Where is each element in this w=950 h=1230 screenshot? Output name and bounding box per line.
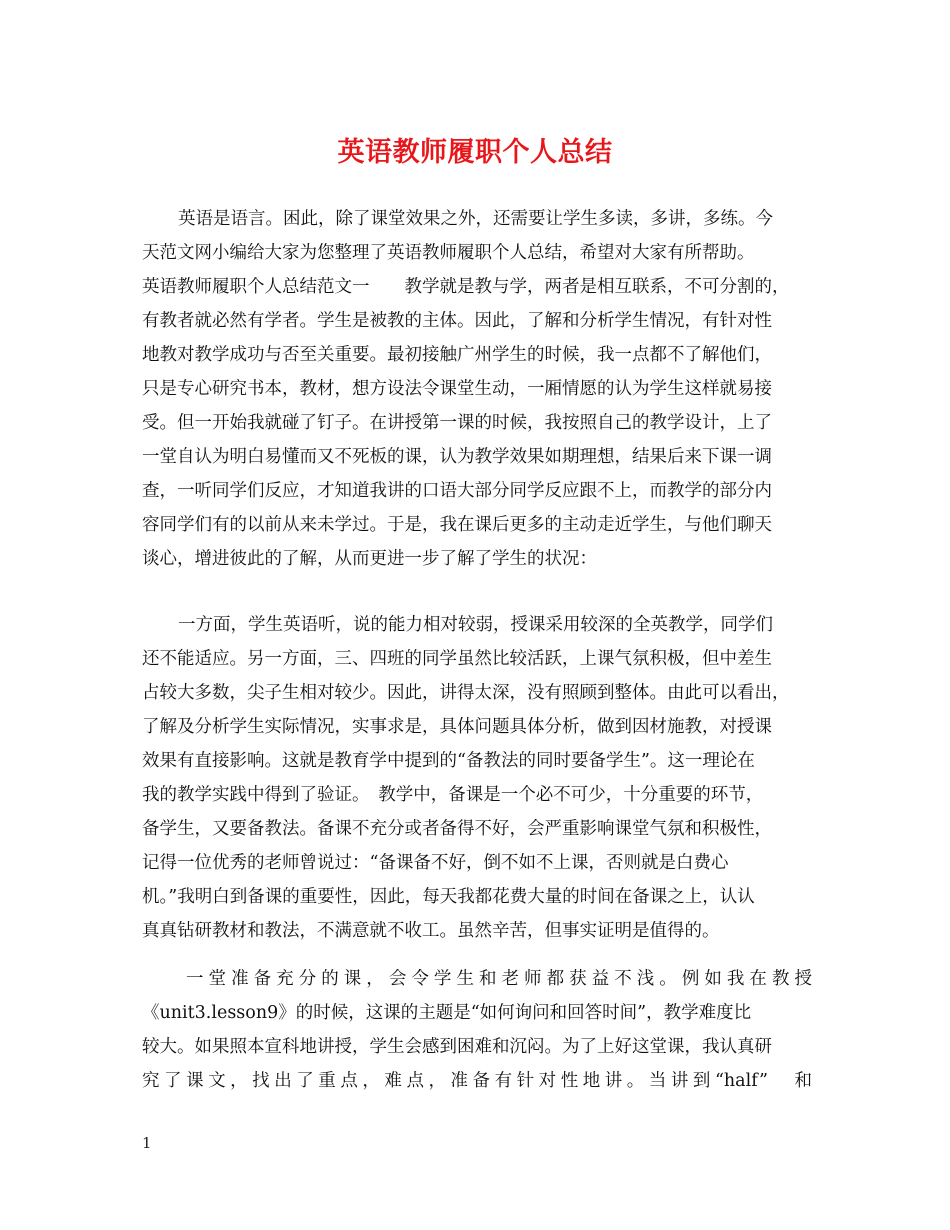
body-line: 究了课文，找出了重点，难点，准备有针对性地讲。当讲到“half” 和 — [142, 1071, 812, 1091]
body-line: 地教对教学成功与否至关重要。最初接触广州学生的时候，我一点都不了解他们， — [142, 345, 772, 365]
body-line: 记得一位优秀的老师曾说过：“备课备不好，倒不如不上课，否则就是白费心 — [142, 853, 729, 873]
body-line: 一堂准备充分的课，会令学生和老师都获益不浅。例如我在教授 — [186, 969, 812, 989]
body-line: 谈心，增进彼此的了解，从而更进一步了解了学生的状况： — [142, 549, 597, 569]
body-line: 受。但一开始我就碰了钉子。在讲授第一课的时候，我按照自己的教学设计，上了 — [142, 413, 772, 433]
body-line: 占较大多数，尖子生相对较少。因此，讲得太深，没有照顾到整体。由此可以看出， — [142, 683, 790, 703]
body-line: 有教者就必然有学者。学生是被教的主体。因此，了解和分析学生情况，有针对性 — [142, 311, 772, 331]
body-line: 《unit3.lesson9》的时候，这课的主题是“如何询问和回答时间”，教学难度比 — [142, 1003, 752, 1023]
body-line: 只是专心研究书本，教材，想方设法令课堂生动，一厢情愿的认为学生这样就易接 — [142, 379, 772, 399]
body-line: 查，一听同学们反应，才知道我讲的口语大部分同学反应跟不上，而教学的部分内 — [142, 481, 772, 501]
body-line: 还不能适应。另一方面，三、四班的同学虽然比较活跃，上课气氛积极，但中差生 — [142, 649, 772, 669]
body-line: 容同学们有的以前从来未学过。于是，我在课后更多的主动走近学生，与他们聊天 — [142, 515, 772, 535]
body-line: 一方面，学生英语听，说的能力相对较弱，授课采用较深的全英教学，同学们 — [178, 615, 773, 635]
document-title: 英语教师履职个人总结 — [337, 137, 613, 168]
body-line: 了解及分析学生实际情况，实事求是，具体问题具体分析，做到因材施教，对授课 — [142, 717, 772, 737]
body-line: 真真钻研教材和教法，不满意就不收工。虽然辛苦，但事实证明是值得的。 — [142, 921, 720, 941]
body-line: 一堂自认为明白易懂而又不死板的课，认为教学效果如期理想，结果后来下课一调 — [142, 447, 772, 467]
body-line: 备学生，又要备教法。备课不充分或者备得不好，会严重影响课堂气氛和积极性， — [142, 819, 772, 839]
page-number: 1 — [142, 1134, 152, 1152]
body-line: 英语教师履职个人总结范文一 教学就是教与学，两者是相互联系，不可分割的， — [142, 277, 790, 297]
body-line: 效果有直接影响。这就是教育学中提到的“备教法的同时要备学生”。这一理论在 — [142, 751, 755, 771]
body-line: 我的教学实践中得到了验证。 教学中，备课是一个必不可少，十分重要的环节， — [142, 785, 764, 805]
body-line: 天范文网小编给大家为您整理了英语教师履职个人总结，希望对大家有所帮助。 — [142, 243, 755, 263]
body-line: 英语是语言。困此，除了课堂效果之外，还需要让学生多读，多讲，多练。今 — [178, 209, 773, 229]
body-line: 较大。如果照本宣科地讲授，学生会感到困难和沉闷。为了上好这堂课，我认真研 — [142, 1037, 772, 1057]
body-line: 机。”我明白到备课的重要性，因此，每天我都花费大量的时间在备课之上，认认 — [142, 887, 755, 907]
